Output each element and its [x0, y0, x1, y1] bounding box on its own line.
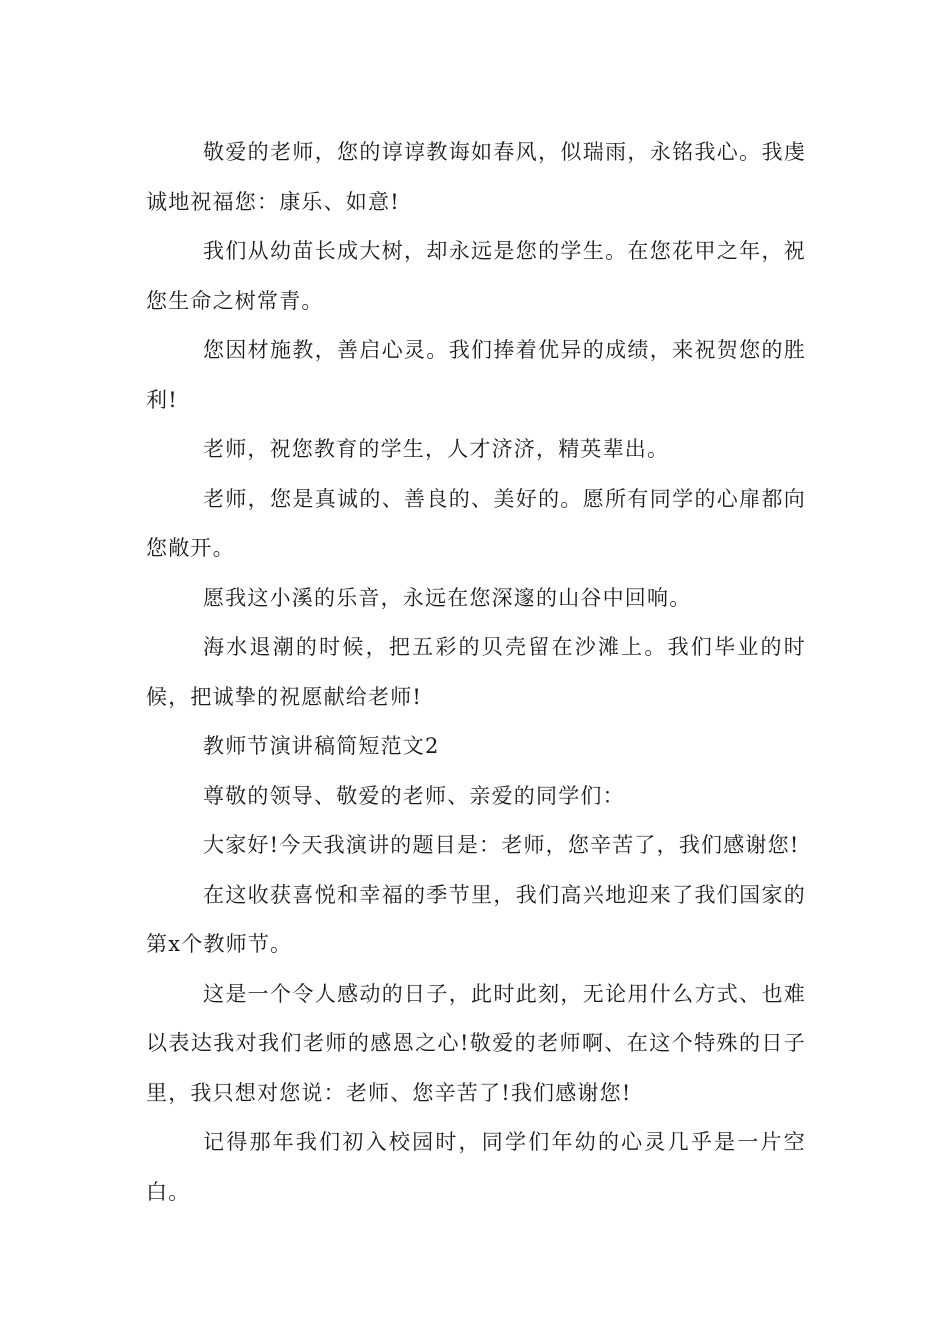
paragraph-blessing-6: 愿我这小溪的乐音，永远在您深邃的山谷中回响。 [203, 585, 692, 610]
section-heading: 教师节演讲稿简短范文2 [203, 734, 440, 758]
document-body [146, 128, 806, 1217]
paragraph-speech-3: 记得那年我们初入校园时，同学们年幼的心灵几乎是一片空白。 [146, 1130, 806, 1204]
paragraph-blessing-2: 我们从幼苗长成大树，却永远是您的学生。在您花甲之年，祝您生命之树常青。 [146, 239, 806, 313]
paragraph-speech-2: 这是一个令人感动的日子，此时此刻，无论用什么方式、也难以表达我对我们老师的感恩之心!敬爱的老师啊、在这个特殊的日子里，我只想对您说：老师、您辛苦了!我们感谢您! [146, 981, 806, 1105]
paragraph-salutation: 尊敬的领导、敬爱的老师、亲爱的同学们： [203, 783, 625, 808]
paragraph-blessing-3: 您因材施教，善启心灵。我们捧着优异的成绩，来祝贺您的胜利! [146, 338, 806, 412]
paragraph-blessing-4: 老师，祝您教育的学生，人才济济，精英辈出。 [203, 437, 670, 461]
paragraph-blessing-5: 老师，您是真诚的、善良的、美好的。愿所有同学的心扉都向您敞开。 [146, 486, 806, 560]
paragraph-blessing-7: 海水退潮的时候，把五彩的贝壳留在沙滩上。我们毕业的时候，把诚挚的祝愿献给老师! [146, 635, 806, 709]
paragraph-speech-1: 在这收获喜悦和幸福的季节里，我们高兴地迎来了我们国家的第x个教师节。 [146, 882, 806, 956]
paragraph-greeting: 大家好!今天我演讲的题目是：老师，您辛苦了，我们感谢您! [203, 833, 800, 857]
paragraph-blessing-1: 敬爱的老师，您的谆谆教诲如春风，似瑞雨，永铭我心。我虔诚地祝福您：康乐、如意! [146, 140, 806, 214]
